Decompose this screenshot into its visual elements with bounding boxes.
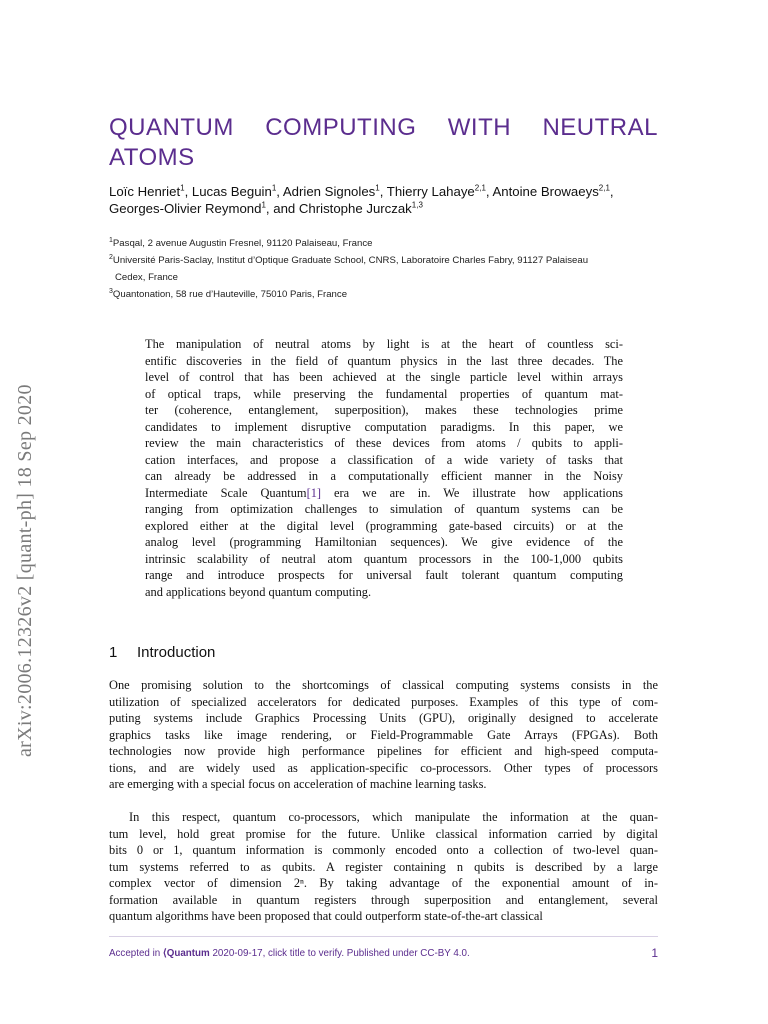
author-affil-sup: 1 — [180, 183, 185, 193]
text-line: ranging from optimization challenges to simulation of quantum systems can be — [145, 502, 623, 516]
author-name: Georges-Olivier Reymond — [109, 201, 262, 216]
author-affil-sup: 1 — [271, 183, 277, 193]
citation-link[interactable]: [1] — [306, 485, 322, 500]
text-line: are emerging with a special focus on acceleration of machine learning tasks. — [109, 777, 487, 791]
text-line: bits 0 or 1, quantum information is commonly encoded onto a collection of two-level quan- — [109, 843, 658, 857]
text-line: complex vector of dimension 2ⁿ. By taking advantage of the exponential amount of in- — [109, 876, 658, 890]
text-line: cation interfaces, and propose a classification of a wide variety of tasks that — [145, 452, 623, 467]
text-line: utilization of specialized accelerators for dedicated purposes. Examples of this type of com- — [109, 694, 658, 709]
affiliation-sup: 3 — [109, 287, 113, 295]
text-line: tum systems referred to as qubits. A register containing n qubits is described by a large — [109, 859, 658, 874]
text-line: technologies now provide high performance pipelines for efficient and high-speed computa- — [109, 744, 658, 758]
text-line: tions, and are widely used as application-specific co-processors. Other types of processors — [109, 760, 658, 775]
title-line-1 — [109, 113, 658, 143]
title-word: COMPUTING — [265, 114, 417, 141]
author-name: Adrien Signoles — [282, 184, 376, 199]
author-sep: , — [609, 184, 614, 199]
text-line: of optical traps, while preserving the fundamental properties of quantum mat- — [145, 386, 623, 401]
section-title: Introduction — [137, 644, 216, 661]
affiliation-item — [109, 235, 669, 252]
affiliation-sup: 1 — [109, 236, 113, 244]
affiliation-sup: 2 — [109, 253, 113, 261]
affiliation-item — [109, 252, 669, 269]
author-sep: , — [276, 184, 283, 199]
affiliation-text: Université Paris-Saclay, Institut d’Optique Graduate School, CNRS, Laboratoire Charles Fabry, 91127 Palaiseau — [112, 255, 589, 266]
footer-suffix: 2020-09-17, click title to verify. Published under CC-BY 4.0. — [209, 947, 470, 959]
author-name: Antoine Browaeys — [492, 184, 599, 199]
text-line: Intermediate Scale Quantum[1] era we are in. We illustrate how applications — [145, 485, 623, 500]
affiliation-text: Quantonation, 58 rue d’Hauteville, 75010 Paris, France — [112, 289, 348, 300]
author-affil-sup: 2,1 — [598, 183, 610, 193]
section-number: 1 — [109, 644, 118, 661]
author-sep: , — [184, 184, 192, 199]
author-affil-sup: 1,3 — [411, 200, 423, 210]
affiliation-text: Pasqal, 2 avenue Augustin Fresnel, 91120 Palaiseau, France — [112, 238, 373, 249]
author-sep: , — [379, 184, 387, 199]
body-paragraph-1 — [109, 677, 658, 793]
text-line: can already be addressed in a computationally efficient manner in the Noisy — [145, 469, 623, 483]
quantum-journal-logo: ⟨Quantum — [162, 947, 210, 959]
abstract — [145, 336, 623, 600]
author-line-2 — [109, 200, 669, 217]
arxiv-identifier-stamp[interactable]: arXiv:2006.12326v2 [quant-ph] 18 Sep 2020 — [14, 384, 36, 757]
author-name: Thierry Lahaye — [386, 184, 475, 199]
author-affil-sup: 2,1 — [474, 183, 486, 193]
footer-acceptance-note[interactable] — [109, 948, 470, 959]
affiliation-list — [109, 235, 669, 303]
text-line: formation available in quantum registers through superposition and entanglement, several — [109, 892, 658, 907]
text-line: range and introduce prospects for universal fault tolerant quantum computing — [145, 568, 623, 582]
footer-prefix: Accepted in — [109, 947, 163, 959]
text-line: entific discoveries in the field of quantum physics in the last three decades. The — [145, 353, 623, 368]
body-paragraph-2 — [109, 809, 658, 925]
author-list — [109, 183, 669, 217]
text-line: candidates to implement disruptive computation paradigms. In this paper, we — [145, 419, 623, 434]
title-line-2: ATOMS — [109, 144, 195, 171]
text-line: tum level, hold great promise for the future. Unlike classical information carried by digital — [109, 826, 658, 841]
paper-title — [109, 113, 658, 173]
page-footer — [109, 946, 658, 960]
text-line: review the main characteristics of these devices from atoms / qubits to appli- — [145, 436, 623, 450]
affiliation-item — [109, 286, 669, 303]
text-line: ter (coherence, entanglement, superposition), makes these technologies prime — [145, 403, 623, 417]
author-affil-sup: 1 — [261, 200, 266, 210]
section-heading-introduction — [109, 644, 215, 661]
text-line: explored either at the digital level (programming gate-based circuits) or at the — [145, 518, 623, 533]
footer-divider — [109, 936, 658, 937]
author-name: Christophe Jurczak — [298, 201, 412, 216]
affiliation-continuation: Cedex, France — [115, 272, 178, 283]
title-word: WITH — [447, 114, 512, 141]
title-word: QUANTUM — [109, 114, 234, 141]
text-line: quantum algorithms have been proposed that could outperform state-of-the-art classical — [109, 909, 543, 923]
author-sep: , — [485, 184, 493, 199]
text-line: analog level (programming Hamiltonian sequences). We give evidence of the — [145, 535, 623, 549]
text-line: One promising solution to the shortcomings of classical computing systems consists in the — [109, 678, 658, 692]
text-line: The manipulation of neutral atoms by light is at the heart of countless sci- — [145, 337, 623, 351]
text-line: and applications beyond quantum computing. — [145, 584, 372, 599]
text-line: intrinsic scalability of neutral atom quantum processors in the 100-1,000 qubits — [145, 551, 623, 566]
page-number: 1 — [651, 946, 658, 960]
text-line: level of control that has been achieved at the single particle level within arrays — [145, 370, 623, 384]
text-line: In this respect, quantum co-processors, which manipulate the information at the quan- — [129, 810, 658, 824]
author-affil-sup: 1 — [375, 183, 380, 193]
title-word: NEUTRAL — [542, 114, 658, 141]
author-name: Lucas Beguin — [191, 184, 272, 199]
text-line: graphics tasks like image rendering, or Field-Programmable Gate Arrays (FPGAs). Both — [109, 727, 658, 742]
author-line-1 — [109, 183, 669, 200]
author-name: Loïc Henriet — [109, 184, 181, 199]
author-sep: , and — [265, 201, 299, 216]
text-line: puting systems include Graphics Processing Units (GPU), originally designed to accelerate — [109, 711, 658, 725]
